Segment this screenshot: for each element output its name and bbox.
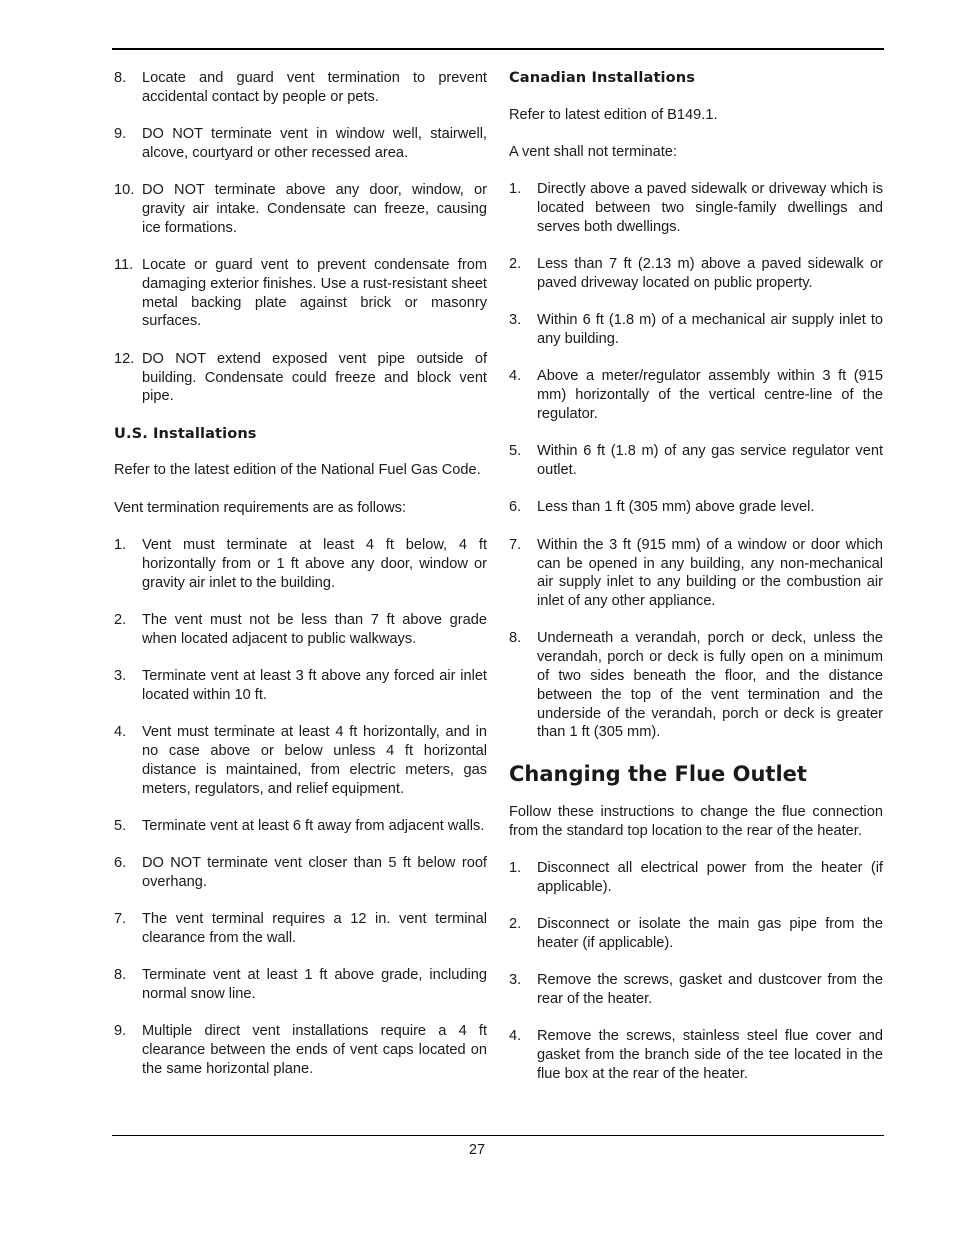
list-item-text: The vent terminal requires a 12 in. vent terminal clearance from the wall. [142,911,487,946]
left-column [114,69,487,1097]
list-item-number: 1. [509,181,522,198]
list-item-number: 4. [114,724,127,741]
us-requirements-intro: Vent termination requirements are as follows: [114,499,407,516]
list-item [509,1027,883,1083]
list-item-text: DO NOT terminate vent in window well, stairwell, alcove, courtyard or other recessed area. [142,126,487,161]
canadian-requirements-list [509,180,883,742]
list-item-number: 11. [114,257,134,274]
list-item [509,915,883,953]
canadian-installations-heading: Canadian Installations [509,69,696,86]
list-item-text: Disconnect or isolate the main gas pipe from the heater (if applicable). [537,915,883,951]
list-item-number: 3. [114,668,127,685]
list-item-text: Terminate vent at least 1 ft above grade, including normal snow line. [142,967,487,1003]
list-item-number: 6. [509,499,522,516]
list-item-text: DO NOT terminate above any door, window, or gravity air intake. Condensate can freeze, causing ice formations. [142,182,487,236]
flue-intro-paragraph: Follow these instructions to change the flue connection from the standard top location to the rear of the heater. [509,803,883,839]
list-item-text: The vent must not be less than 7 ft above grade when located adjacent to public walkways. [142,611,487,647]
list-item [114,350,487,406]
list-item-text: DO NOT terminate vent closer than 5 ft below roof overhang. [142,855,487,890]
list-item-text: Directly above a paved sidewalk or driveway which is located between two single-family dwellings and serves both dwellings. [537,181,883,235]
list-item-text: Within 6 ft (1.8 m) of a mechanical air supply inlet to any building. [537,312,883,348]
list-item-text: Locate or guard vent to prevent condensate from damaging exterior finishes. Use a rust-resistant sheet metal backing plate against brick or masonry surfaces. [142,257,487,330]
list-item-text: Vent must terminate at least 4 ft below, 4 ft horizontally from or 1 ft above any door, window or gravity air inlet to the building. [142,537,487,591]
list-item-text: Vent must terminate at least 4 ft horizontally, and in no case above or below unless 4 ft horizontal distance is maintained, from electric meters, gas meters, regulators, and relief equipment. [142,724,487,797]
list-item [114,256,487,331]
list-item-text: Within the 3 ft (915 mm) of a window or door which can be opened in any building, any non-mechanical air supply inlet to any building or the combustion air inlet of any other appliance. [537,536,883,610]
list-item [509,859,883,897]
list-item-number: 2. [114,611,127,628]
list-item [114,966,487,1004]
list-item [114,667,487,705]
canadian-reference-paragraph: Refer to latest edition of B149.1. [509,106,718,123]
list-item-text: DO NOT extend exposed vent pipe outside of building. Condensate could freeze and block vent pipe. [142,350,487,405]
list-item-text: Above a meter/regulator assembly within 3 ft (915 mm) horizontally of the vertical centre-line of the regulator. [537,368,883,423]
list-item-number: 1. [114,537,127,554]
list-item-number: 8. [114,70,127,86]
list-item-text: Within 6 ft (1.8 m) of any gas service regulator vent outlet. [537,443,883,479]
list-item-number: 9. [114,1023,127,1040]
list-item-number: 5. [509,443,522,460]
list-item-number: 3. [509,972,522,988]
list-item [509,311,883,349]
right-column [509,69,883,1102]
list-item [114,69,487,107]
list-item-number: 5. [114,817,127,834]
list-item [509,498,883,517]
list-item-number: 7. [114,911,127,928]
list-item [509,367,883,423]
list-item [509,180,883,236]
list-item-number: 12. [114,350,135,367]
list-item-number: 10. [114,182,135,199]
us-installations-heading: U.S. Installations [114,424,257,442]
list-item-text: Terminate vent at least 3 ft above any forced air inlet located within 10 ft. [142,668,487,703]
list-item [114,910,487,948]
list-item-number: 2. [509,256,522,273]
list-item [114,536,487,592]
list-item-text: Locate and guard vent termination to prevent accidental contact by people or pets. [142,70,487,105]
list-item [509,255,883,293]
list-item [509,971,883,1009]
footer-rule [112,1135,884,1136]
list-item [114,723,487,798]
list-item [509,629,883,742]
list-item [114,181,487,237]
list-item-number: 8. [114,967,127,984]
list-item-text: Remove the screws, gasket and dustcover from the rear of the heater. [537,972,883,1007]
list-item-text: Terminate vent at least 6 ft away from adjacent walls. [142,817,485,834]
list-item [509,442,883,480]
canadian-intro-paragraph: A vent shall not terminate: [509,144,677,161]
list-item-text: Remove the screws, stainless steel flue cover and gasket from the branch side of the tee located in the flue box at the rear of the heater. [537,1028,883,1082]
list-item-text: Less than 7 ft (2.13 m) above a paved sidewalk or paved driveway located on public property. [537,256,883,292]
list-item-text: Underneath a verandah, porch or deck, unless the verandah, porch or deck is fully open on a minimum of two sides beneath the floor, and the distance between the top of the vent termination and the underside of the verandah, porch or deck is greater than 1 ft (305 mm). [537,630,883,741]
list-item [114,1022,487,1078]
list-item [114,817,487,836]
flue-steps-list [509,859,883,1084]
list-item-text: Less than 1 ft (305 mm) above grade level. [537,499,815,516]
list-item-number: 4. [509,368,522,385]
list-item-number: 8. [509,630,522,647]
list-item-number: 3. [509,312,522,329]
list-item [114,125,487,163]
list-item [114,854,487,892]
list-item-number: 4. [509,1028,522,1045]
changing-flue-outlet-heading: Changing the Flue Outlet [509,761,807,786]
list-item-number: 6. [114,855,127,872]
us-requirements-list [114,536,487,1079]
vent-location-list [114,69,487,406]
list-item [509,536,883,611]
list-item [114,611,487,649]
list-item-number: 1. [509,859,522,876]
list-item-number: 7. [509,536,522,553]
list-item-text: Disconnect all electrical power from the heater (if applicable). [537,859,883,895]
list-item-number: 9. [114,126,127,143]
us-reference-paragraph: Refer to the latest edition of the National Fuel Gas Code. [114,462,481,479]
list-item-number: 2. [509,915,522,932]
page-number: 27 [468,1142,486,1158]
header-rule [112,48,884,50]
list-item-text: Multiple direct vent installations require a 4 ft clearance between the ends of vent caps located on the same horizontal plane. [142,1023,487,1077]
